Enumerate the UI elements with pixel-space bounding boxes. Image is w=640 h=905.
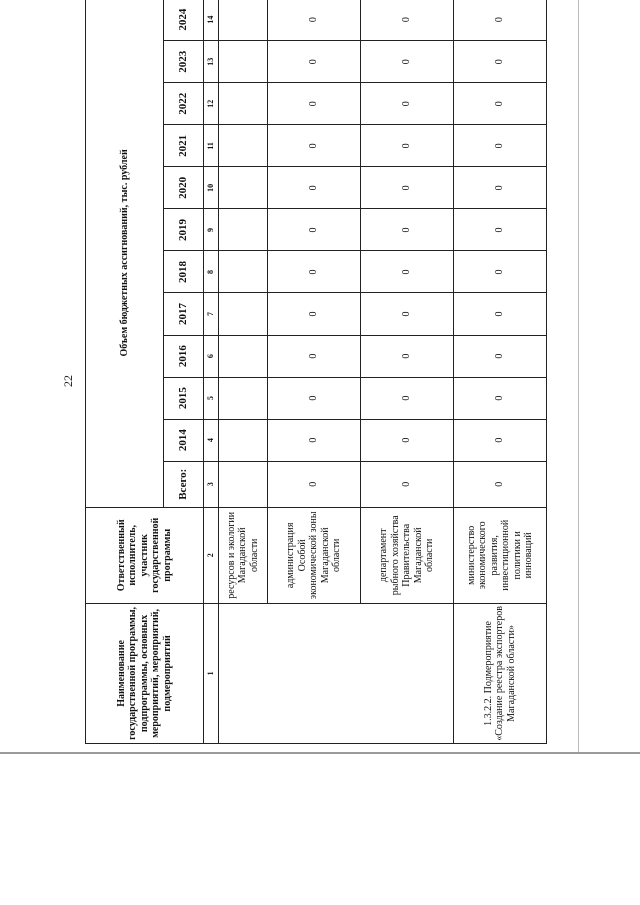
- value-cell: [219, 461, 268, 507]
- header-year: 2022: [164, 83, 204, 125]
- row-name-cell: 1.3.2.2. Подмероприятие «Создание реестра экспортеров Магаданской области»: [454, 603, 547, 743]
- value-cell: 0: [268, 293, 361, 335]
- value-cell: 0: [361, 419, 454, 461]
- value-cell: 0: [268, 251, 361, 293]
- column-number: 8: [204, 251, 219, 293]
- value-cell: [219, 125, 268, 167]
- header-year: 2017: [164, 293, 204, 335]
- value-cell: 0: [454, 125, 547, 167]
- value-cell: [219, 209, 268, 251]
- header-year: 2018: [164, 251, 204, 293]
- budget-table: [85, 0, 547, 744]
- value-cell: 0: [454, 461, 547, 507]
- row-executor: ресурсов и экологии Магаданской области: [219, 507, 268, 603]
- value-cell: [219, 0, 268, 41]
- column-number: 4: [204, 419, 219, 461]
- header-year: 2019: [164, 209, 204, 251]
- value-cell: 0: [361, 461, 454, 507]
- value-cell: 0: [454, 0, 547, 41]
- header-year: 2023: [164, 41, 204, 83]
- column-number: 12: [204, 83, 219, 125]
- value-cell: 0: [454, 167, 547, 209]
- header-year: 2020: [164, 167, 204, 209]
- value-cell: 0: [268, 209, 361, 251]
- value-cell: 0: [361, 83, 454, 125]
- value-cell: 0: [268, 125, 361, 167]
- value-cell: [219, 293, 268, 335]
- header-name: Наименование государственной программы, подпрограммы, основных мероприятий, мероприятий, подмероприятий: [86, 603, 204, 743]
- page-bottom-edge: [0, 752, 640, 754]
- row-name-cell: [219, 603, 454, 743]
- value-cell: 0: [454, 209, 547, 251]
- column-number: 9: [204, 209, 219, 251]
- value-cell: 0: [361, 167, 454, 209]
- value-cell: 0: [268, 419, 361, 461]
- column-number: 1: [204, 603, 219, 743]
- value-cell: [219, 419, 268, 461]
- value-cell: 0: [268, 83, 361, 125]
- value-cell: 0: [268, 167, 361, 209]
- header-executor: Ответственный исполнитель, участник государственной программы: [86, 507, 204, 603]
- value-cell: 0: [268, 377, 361, 419]
- value-cell: 0: [361, 209, 454, 251]
- header-year: 2015: [164, 377, 204, 419]
- value-cell: [219, 251, 268, 293]
- header-volume: Объем бюджетных ассигнований, тыс. рублей: [86, 0, 164, 507]
- column-number: 13: [204, 41, 219, 83]
- header-year: 2024: [164, 0, 204, 41]
- value-cell: 0: [268, 335, 361, 377]
- table-row: [219, 0, 268, 744]
- column-number: 11: [204, 125, 219, 167]
- value-cell: [219, 377, 268, 419]
- value-cell: 0: [268, 41, 361, 83]
- page-number: 22: [61, 375, 75, 387]
- value-cell: 0: [268, 0, 361, 41]
- value-cell: 0: [361, 0, 454, 41]
- column-number: 10: [204, 167, 219, 209]
- header-year: 2016: [164, 335, 204, 377]
- header-year: 2021: [164, 125, 204, 167]
- value-cell: [219, 83, 268, 125]
- value-cell: 0: [361, 377, 454, 419]
- rotated-page: [58, 0, 534, 752]
- value-cell: [219, 167, 268, 209]
- value-cell: 0: [361, 125, 454, 167]
- row-executor: департамент рыбного хозяйства Правительства Магаданской области: [361, 507, 454, 603]
- value-cell: 0: [361, 293, 454, 335]
- column-number: 3: [204, 461, 219, 507]
- table-row: [454, 0, 547, 744]
- column-number: 7: [204, 293, 219, 335]
- row-executor: администрация Особой экономической зоны Магаданской области: [268, 507, 361, 603]
- value-cell: [219, 41, 268, 83]
- value-cell: 0: [268, 461, 361, 507]
- column-number: 2: [204, 507, 219, 603]
- value-cell: [219, 335, 268, 377]
- value-cell: 0: [454, 419, 547, 461]
- value-cell: 0: [454, 293, 547, 335]
- value-cell: 0: [454, 251, 547, 293]
- value-cell: 0: [454, 377, 547, 419]
- column-number: 6: [204, 335, 219, 377]
- value-cell: 0: [454, 41, 547, 83]
- header-year: 2014: [164, 419, 204, 461]
- value-cell: 0: [454, 335, 547, 377]
- column-number: 14: [204, 0, 219, 41]
- value-cell: 0: [454, 83, 547, 125]
- row-executor: министерство экономического развития, инвестиционной политики и инноваций: [454, 507, 547, 603]
- value-cell: 0: [361, 335, 454, 377]
- column-number: 5: [204, 377, 219, 419]
- header-total: Всего:: [164, 461, 204, 507]
- value-cell: 0: [361, 251, 454, 293]
- value-cell: 0: [361, 41, 454, 83]
